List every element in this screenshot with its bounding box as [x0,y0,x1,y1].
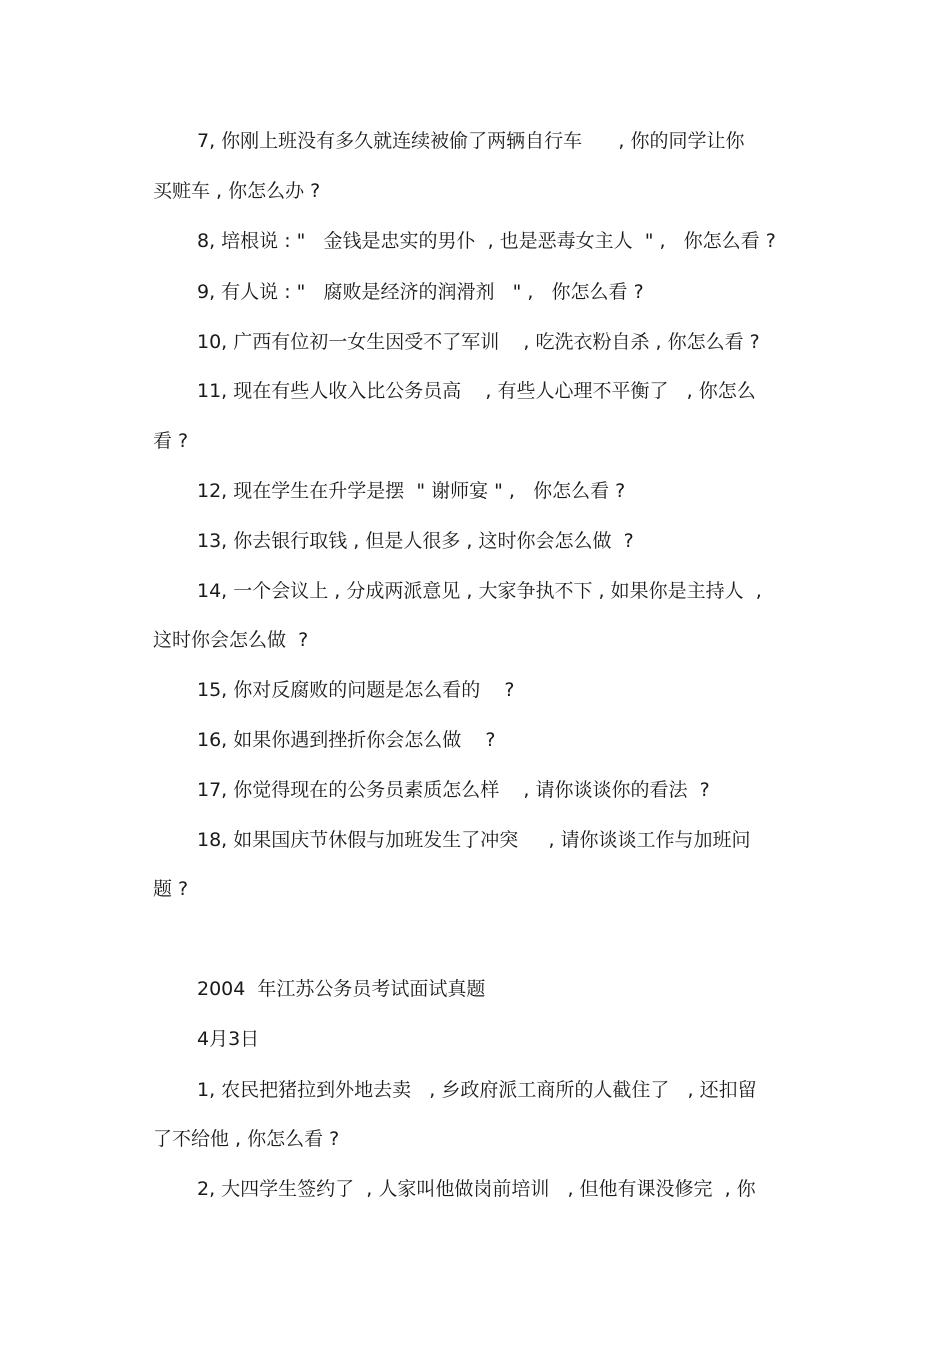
q14-line-2: 这时你会怎么做 ? [153,629,309,651]
q11-line-1: 11, 现在有些人收入比公务员高 , 有些人心理不平衡了 , 你怎么 [197,380,756,402]
q15-line: 15, 你对反腐败的问题是怎么看的 ? [197,679,515,701]
s2-q2-line-1: 2, 大四学生签约了 , 人家叫他做岗前培训 , 但他有课没修完 , 你 [197,1178,756,1200]
s2-q1-line-1: 1, 农民把猪拉到外地去卖 , 乡政府派工商所的人截住了 , 还扣留 [197,1079,757,1101]
q17-line: 17, 你觉得现在的公务员素质怎么样 , 请你谈谈你的看法 ? [197,779,710,801]
q13-line: 13, 你去银行取钱 , 但是人很多 , 这时你会怎么做 ? [197,530,634,552]
s2-q1-line-2: 了不给他 , 你怎么看 ? [153,1128,340,1150]
q9-line: 9, 有人说 : " 腐败是经济的润滑剂 " , 你怎么看 ? [197,281,644,303]
q18-line-2: 题 ? [153,878,189,900]
q7-line-1: 7, 你刚上班没有多久就连续被偷了两辆自行车 , 你的同学让你 [197,130,745,152]
q12-line: 12, 现在学生在升学是摆 " 谢师宴 " , 你怎么看 ? [197,480,626,502]
section-heading: 2004 年江苏公务员考试面试真题 [197,978,486,1000]
q16-line: 16, 如果你遇到挫折你会怎么做 ? [197,729,496,751]
q14-line-1: 14, 一个会议上 , 分成两派意见 , 大家争执不下 , 如果你是主持人 , [197,580,762,602]
q11-line-2: 看 ? [153,430,189,452]
section-date: 4月3日 [197,1028,260,1050]
q10-line: 10, 广西有位初一女生因受不了军训 , 吃洗衣粉自杀 , 你怎么看 ? [197,331,760,353]
q18-line-1: 18, 如果国庆节休假与加班发生了冲突 , 请你谈谈工作与加班问 [197,829,751,851]
q8-line: 8, 培根说 : " 金钱是忠实的男仆 , 也是恶毒女主人 " , 你怎么看 ? [197,230,776,252]
q7-line-2: 买赃车 , 你怎么办 ? [153,180,321,202]
